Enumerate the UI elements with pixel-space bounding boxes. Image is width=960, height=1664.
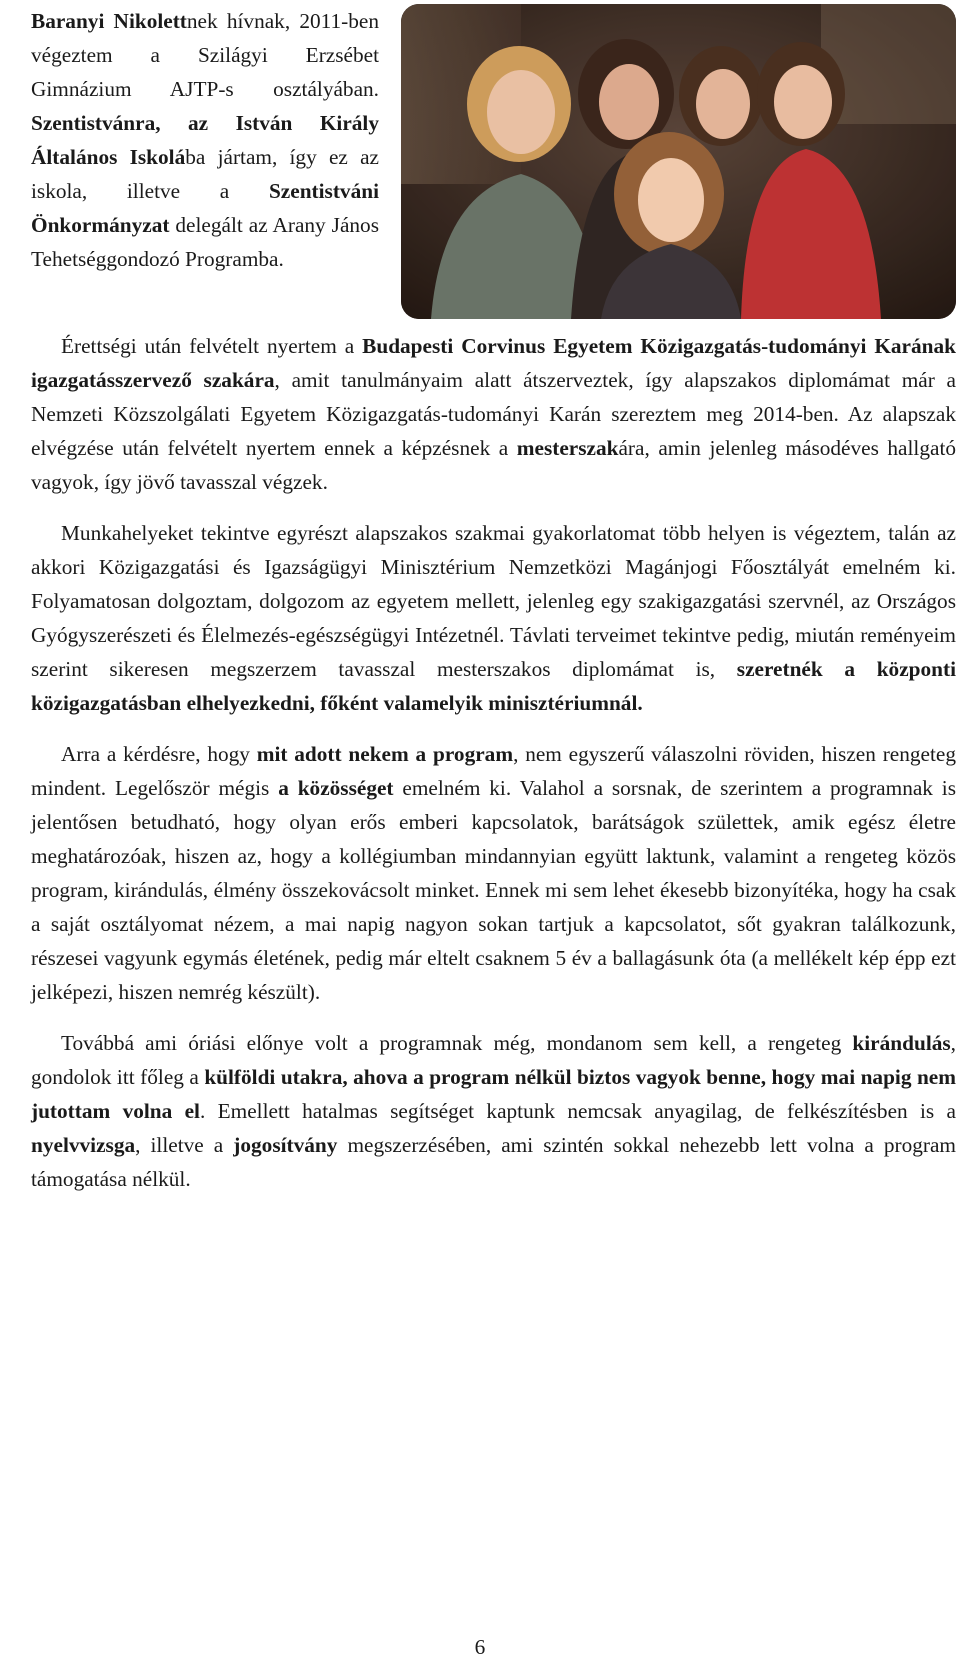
intro-paragraph [31, 4, 379, 276]
text-segment: , gondolok itt főleg a [31, 1031, 956, 1089]
bold-text-segment: jogosítvány [233, 1133, 338, 1157]
text-segment: megszerzésében, ami szintén sokkal nehezebb lett volna a program támogatása nélkül. [31, 1133, 956, 1191]
text-segment: , amit tanulmányaim alatt átszerveztek, így alapszakos diplomámat már a Nemzeti Közszolgálati Egyetem Közigazgatás-tudományi Karán szereztem meg 2014-ben. Az alapszak elvégzése után felvételt nyertem ennek a képzésnek a [31, 368, 956, 460]
bold-text-segment: nyelvvizsga [31, 1133, 136, 1157]
group-photo [401, 4, 956, 319]
text-segment: Továbbá ami óriási előnye volt a programnak még, mondanom sem kell, a rengeteg [61, 1031, 853, 1055]
bold-text-segment: Baranyi Nikolett [31, 9, 187, 33]
group-photo-image [401, 4, 956, 319]
text-segment: ba jártam, így ez az iskola, illetve a [31, 145, 379, 203]
text-segment: emelném ki. Valahol a sorsnak, de szerintem a programnak is jelentősen betudható, hogy olyan erős emberi kapcsolatok, barátságok születtek, amik egész életre meghatározóak, hiszen az, hogy a kollégiumban mindannyian együtt laktunk, valamint a rengeteg közös program, kirándulás, élmény összekovácsolt minket. Ennek mi sem lehet ékesebb bizonyítéka, hogy ha csak a saját osztályomat nézem, a mai napig nagyon sokan tartjuk a kapcsolatot, sőt gyakran találkozunk, részesei vagyunk egymás életének, pedig már eltelt csaknem 5 év a ballagásunk óta (a mellékelt kép épp ezt jelképezi, hiszen nemrég készült). [31, 776, 957, 1004]
paragraph-education [31, 329, 956, 499]
text-segment: nek hívnak, 2011-ben végeztem a Szilágyi Erzsébet Gimnázium AJTP-s osztályában. [31, 9, 379, 101]
body-text [31, 329, 956, 1213]
bold-text-segment: a közösséget [278, 776, 394, 800]
bold-text-segment: külföldi utakra, ahova a program nélkül biztos vagyok benne, hogy mai napig nem jutottam volna el [31, 1065, 956, 1123]
bold-text-segment: Budapesti Corvinus Egyetem Közigazgatás-tudományi Karának igazgatásszervező szakára [31, 334, 956, 392]
text-segment: Munkahelyeket tekintve egyrészt alapszakos szakmai gyakorlatomat több helyen is végeztem, talán az akkori Közigazgatási és Igazságügyi Minisztérium Nemzetközi Magánjogi Főosztályát emelném ki. Folyamatosan dolgoztam, dolgozom az egyetem mellett, jelenleg egy szakigazgatási szervnél, az Országos Gyógyszerészeti és Élelmezés-egészségügyi Intézetnél. Távlati terveimet tekintve pedig, miután reményeim szerint sikeresen megszerzem tavasszal mesterszakos diplomámat is, [31, 521, 956, 681]
bold-text-segment: Szentistváni Önkormányzat [31, 179, 379, 237]
page-number: 6 [474, 1635, 486, 1659]
text-segment: Érettségi után felvételt nyertem a [61, 334, 363, 358]
paragraph-community [31, 737, 956, 1009]
paragraph-work [31, 516, 956, 720]
text-segment: Arra a kérdésre, hogy [61, 742, 257, 766]
text-segment: , illetve a [135, 1133, 234, 1157]
bold-text-segment: mit adott nekem a program [256, 742, 514, 766]
text-segment: ára, amin jelenleg másodéves hallgató vagyok, így jövő tavasszal végzek. [31, 436, 957, 494]
intro-text [31, 4, 379, 276]
text-segment: . Emellett hatalmas segítséget kaptunk nemcsak anyagilag, de felkészítésben is a [199, 1099, 956, 1123]
text-segment: , nem egyszerű válaszolni röviden, hiszen rengeteg mindent. Legelőször mégis [31, 742, 957, 800]
bold-text-segment: kirándulás [852, 1031, 951, 1055]
bold-text-segment: szeretnék a központi közigazgatásban elhelyezkedni, főként valamelyik minisztériumnál. [31, 657, 957, 715]
paragraph-trips [31, 1026, 956, 1196]
bold-text-segment: Szentistvánra, az István Király Általános Iskolá [31, 111, 379, 169]
bold-text-segment: mesterszak [516, 436, 619, 460]
text-segment: delegált az Arany János Tehetséggondozó Programba. [31, 213, 379, 271]
